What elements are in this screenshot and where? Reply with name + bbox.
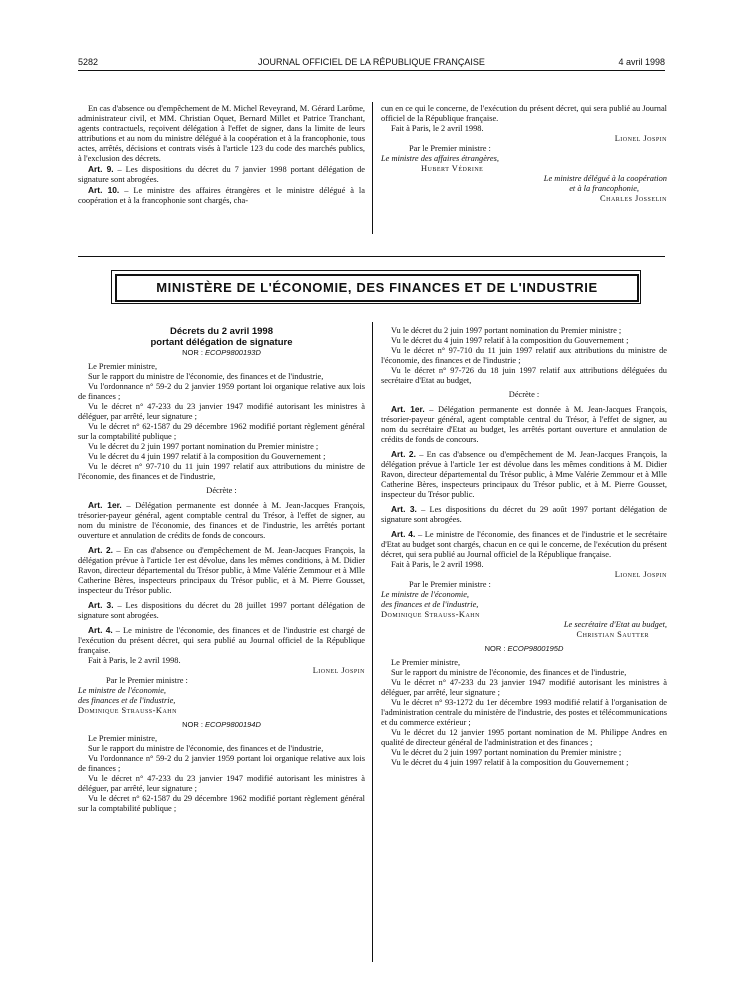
main-left-column <box>78 326 365 814</box>
column-divider-top <box>372 102 373 234</box>
visa: Vu le décret du 2 juin 1997 portant nomination du Premier ministre ; <box>391 748 622 757</box>
minister-title: et à la francophonie, <box>569 184 639 193</box>
visa: Vu le décret n° 97-726 du 18 juin 1997 relatif aux attributions déléguées du secrétaire d'Etat au budget, <box>381 366 667 385</box>
visa: Vu le décret n° 93-1272 du 1er décembre 1993 modifié relatif à l'organisation de l'administration centrale du ministère de l'industrie, des postes et télécommunications et du commerce extérieur ; <box>381 698 667 727</box>
minister-title: des finances et de l'industrie, <box>78 696 176 705</box>
visa: Vu le décret n° 97-710 du 11 juin 1997 relatif aux attributions du ministre de l'économie, des finances et de l'industrie, <box>78 462 365 481</box>
nor-reference: NOR : ECOP9800194D <box>182 720 261 729</box>
signer-name: Lionel Jospin <box>614 570 667 579</box>
secretary-title: Le secrétaire d'Etat au budget, <box>563 620 667 629</box>
article-3: Art. 3. – Les dispositions du décret du 28 juillet 1997 portant délégation de signature sont abrogées. <box>78 600 365 620</box>
minister-name: Hubert Védrine <box>421 164 484 173</box>
decrete: Décrète : <box>206 486 237 495</box>
secretary-name: Christian Sautter <box>576 630 649 639</box>
visa: Vu le décret du 4 juin 1997 relatif à la composition du Gouvernement ; <box>391 758 629 767</box>
section-rule <box>78 256 665 257</box>
signer-name: Lionel Jospin <box>614 134 667 143</box>
visa: Sur le rapport du ministre de l'économie, des finances et de l'industrie, <box>391 668 627 677</box>
article-2: Art. 2. – En cas d'absence ou d'empêchement de M. Jean-Jacques François, la délégation prévue à l'article 1er est dévolue dans les mêmes conditions à M. Didier Ravon, directeur départemental du Trésor public, à Mme Valérie Zemmour et à Mlle Catherine Bères, inspecteurs principaux du Trésor public, et à M. Pierre Gousset, inspecteur du Trésor public. <box>381 449 667 499</box>
nor-reference: NOR : ECOP9800193D <box>182 348 261 357</box>
article-2: Art. 2. – En cas d'absence ou d'empêchement de M. Jean-Jacques François, la délégation prévue à l'article 1er est dévolue, dans les mêmes conditions, à M. Didier Ravon, directeur départemental du Trésor public, à Mme Valérie Zemmour et à Mlle Catherine Bères, inspecteurs principaux du Trésor public, et à M. Pierre Gousset, inspecteur du Trésor public. <box>78 545 365 595</box>
issue-date: 4 avril 1998 <box>618 57 665 67</box>
visa: Sur le rapport du ministre de l'économie, des finances et de l'industrie, <box>88 744 324 753</box>
minister-title: Le ministre délégué à la coopération <box>543 174 667 183</box>
intro: Le Premier ministre, <box>391 658 461 667</box>
decrete: Décrète : <box>508 390 540 399</box>
visa: Vu le décret du 12 janvier 1995 portant nomination de M. Philippe Andres en qualité de directeur général de l'administration et des finances ; <box>381 728 667 747</box>
minister-name: Charles Josselin <box>600 194 667 203</box>
par-line: Par le Premier ministre : <box>106 676 188 685</box>
visa: Vu le décret n° 97-710 du 11 juin 1997 relatif aux attributions du ministre de l'économie, des finances et de l'industrie ; <box>381 346 667 365</box>
fait-line: Fait à Paris, le 2 avril 1998. <box>391 124 484 133</box>
minister-title: Le ministre de l'économie, <box>78 686 167 695</box>
par-line: Par le Premier ministre : <box>409 580 491 589</box>
minister-name: Dominique Strauss-Kahn <box>78 706 177 715</box>
article-4: Art. 4. – Le ministre de l'économie, des finances et de l'industrie est chargé de l'exécution du présent décret, qui sera publié au Journal officiel de la République française. <box>78 625 365 655</box>
visa: Vu l'ordonnance n° 59-2 du 2 janvier 1959 portant loi organique relative aux lois de finances ; <box>78 754 365 773</box>
article-1: Art. 1er. – Délégation permanente est donnée à M. Jean-Jacques François, trésorier-payeur général, agent comptable central du Trésor, à l'effet de signer, au nom du secrétaire d'Etat au budget, les arrêtés portant ouverture et annulation de crédits de fonds de concours. <box>381 404 667 444</box>
page-header <box>78 57 665 71</box>
visa: Vu le décret du 4 juin 1997 relatif à la composition du Gouvernement ; <box>391 336 629 345</box>
intro: Le Premier ministre, <box>88 734 158 743</box>
minister-title: des finances et de l'industrie, <box>381 600 479 609</box>
journal-title: JOURNAL OFFICIEL DE LA RÉPUBLIQUE FRANÇAISE <box>258 57 485 67</box>
intro: Le Premier ministre, <box>88 362 158 371</box>
visa: Vu le décret du 4 juin 1997 relatif à la composition du Gouvernement ; <box>88 452 326 461</box>
visa: Vu le décret n° 62-1587 du 29 décembre 1962 modifié portant règlement général sur la comptabilité publique ; <box>78 794 365 813</box>
decree-title: Décrets du 2 avril 1998 <box>170 326 273 337</box>
paragraph: cun en ce qui le concerne, de l'exécution du présent décret, qui sera publié au Journal officiel de la République française. <box>381 104 667 123</box>
top-right-column <box>381 104 667 204</box>
fait-line: Fait à Paris, le 2 avril 1998. <box>88 656 181 665</box>
main-right-column <box>381 326 667 768</box>
visa: Vu le décret du 2 juin 1997 portant nomination du Premier ministre ; <box>391 326 622 335</box>
signer-name: Lionel Jospin <box>312 666 365 675</box>
visa: Vu le décret n° 47-233 du 23 janvier 1947 modifié autorisant les ministres à déléguer, par arrêté, leur signature ; <box>78 402 365 421</box>
column-divider-main <box>372 322 373 962</box>
paragraph: En cas d'absence ou d'empêchement de M. Michel Reveyrand, M. Gérard Larôme, administrateur civil, et MM. Christian Oquet, Bernard Millet et Patrice Tranchant, agents contractuels, reçoivent délégation à l'effet de signer, dans la limite de leurs attributions et au nom du ministre délégué à la coopération et à la francophonie, tous actes, arrêtés, décisions et contrats visés à l'article 123 du code des marchés publics, à l'exclusion des décrets. <box>78 104 365 163</box>
minister-title: Le ministre des affaires étrangères, <box>381 154 499 163</box>
minister-name: Dominique Strauss-Kahn <box>381 610 480 619</box>
visa: Vu le décret n° 47-233 du 23 janvier 1947 modifié autorisant les ministres à déléguer, par arrêté, leur signature ; <box>381 678 667 697</box>
fait-line: Fait à Paris, le 2 avril 1998. <box>391 560 484 569</box>
page-number: 5282 <box>78 57 99 67</box>
article-3: Art. 3. – Les dispositions du décret du 29 août 1997 portant délégation de signature sont abrogées. <box>381 504 667 524</box>
article-1: Art. 1er. – Délégation permanente est donnée à M. Jean-Jacques François, trésorier-payeur général, agent comptable central du Trésor, à l'effet de signer, au nom du ministre de l'économie, des finances et de l'industrie, les arrêtés portant ouverture et annulation de crédits de fonds de concours. <box>78 500 365 540</box>
par-line: Par le Premier ministre : <box>409 144 491 153</box>
header-rule <box>78 70 665 71</box>
article-9: Art. 9. – Les dispositions du décret du 7 janvier 1998 portant délégation de signature sont abrogées. <box>78 164 365 184</box>
article-4: Art. 4. – Le ministre de l'économie, des finances et de l'industrie et le secrétaire d'Etat au budget sont chargés, chacun en ce qui le concerne, de l'exécution du présent décret, qui sera publié au Journal officiel de la République française. <box>381 529 667 559</box>
minister-title: Le ministre de l'économie, <box>381 590 470 599</box>
article-10: Art. 10. – Le ministre des affaires étrangères et le ministre délégué à la coopération et à la francophonie sont chargés, cha- <box>78 185 365 205</box>
top-left-column <box>78 104 365 206</box>
visa: Vu l'ordonnance n° 59-2 du 2 janvier 1959 portant loi organique relative aux lois de finances ; <box>78 382 365 401</box>
visa: Sur le rapport du ministre de l'économie, des finances et de l'industrie, <box>88 372 324 381</box>
ministry-heading: MINISTÈRE DE L'ÉCONOMIE, DES FINANCES ET DE L'INDUSTRIE <box>115 274 639 302</box>
nor-reference: NOR : ECOP9800195D <box>484 644 564 653</box>
visa: Vu le décret n° 47-233 du 23 janvier 1947 modifié autorisant les ministres à déléguer, par arrêté, leur signature ; <box>78 774 365 793</box>
visa: Vu le décret n° 62-1587 du 29 décembre 1962 modifié portant règlement général sur la comptabilité publique ; <box>78 422 365 441</box>
visa: Vu le décret du 2 juin 1997 portant nomination du Premier ministre ; <box>88 442 319 451</box>
decree-subtitle: portant délégation de signature <box>150 337 293 348</box>
